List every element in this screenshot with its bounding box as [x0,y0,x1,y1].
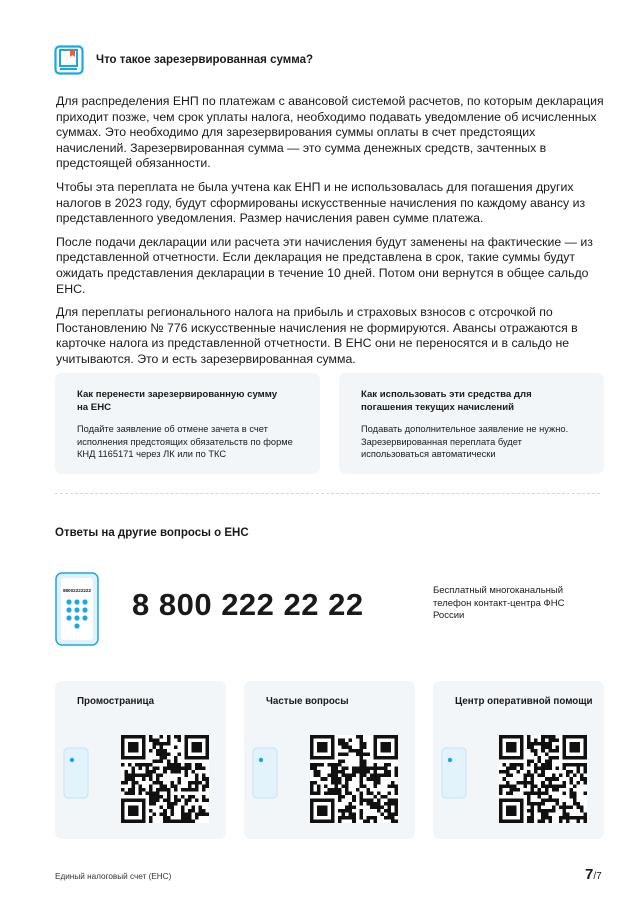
card-title: Как использовать эти средства для погашения текущих начислений [361,389,532,413]
phone-outline-icon [63,747,89,799]
phone-number[interactable]: 8 800 222 22 22 [132,587,364,622]
section-title: Что такое зарезервированная сумма? [96,54,314,66]
phone-outline-icon [252,747,278,799]
page-number [585,866,602,883]
qr-card-help-center[interactable] [433,681,604,839]
phone-description: Бесплатный многоканальный телефон контакт-центра ФНС России [433,585,565,622]
footer-text: Единый налоговый счет (ЕНС) [55,872,172,881]
qr-card-title: Частые вопросы [266,696,349,707]
qr-card-promo[interactable] [55,681,226,839]
qr-card-faq[interactable] [244,681,415,839]
qr-code [499,735,587,823]
paragraph: Для переплаты регионального налога на прибыль и страховых взносов с отсрочкой по Постановлению № 776 искусственные начисления не формируются. Авансы отражаются в карточке налога из представленной отчетности. В ЕНС они не переносятся и в сальдо не учитываются. Это и есть зарезервированная сумма. [56,305,578,366]
phone-screen-number: 88002222222 [62,588,92,593]
book-icon [54,45,84,75]
page-total: /7 [593,871,602,882]
other-questions-title: Ответы на другие вопросы о ЕНС [55,527,249,539]
body-text [56,94,608,376]
info-card-use-funds [339,373,604,474]
card-body: Подайте заявление об отмене зачета в счет исполнения предстоящих обязательств по форме КНД 1165171 через ЛК или по ТКС [77,424,293,460]
page-current: 7 [585,866,594,883]
info-card-transfer [55,373,320,474]
card-body: Подавать дополнительное заявление не нужно. Зарезервированная переплата будет использоваться автоматически [361,424,569,460]
divider [55,493,600,494]
qr-card-title: Центр оперативной помощи [455,696,593,707]
paragraph: После подачи декларации или расчета эти начисления будут заменены на фактические — из представленной отчетности. Если декларация не представлена в срок, такие суммы будут ожидать представления декларации в течение 10 дней. Потом они вернутся в общее сальдо ЕНС. [56,234,593,296]
qr-code [310,735,398,823]
qr-card-title: Промостраница [77,696,155,707]
card-title: Как перенести зарезервированную сумму на ЕНС [77,389,278,413]
qr-code [121,735,209,823]
paragraph: Чтобы эта переплата не была учтена как ЕНП и не использовалась для погашения других налогов в 2023 году, будут сформированы искусственные начисления по каждому авансу из представленного уведомления. Размер начисления равен сумме платежа. [56,179,586,226]
phone-outline-icon [441,747,467,799]
paragraph: Для распределения ЕНП по платежам с авансовой системой расчетов, по которым декларация приходит позже, чем срок уплаты налога, необходимо подавать уведомление об исчисленных суммах. Это необходимо для зарезервирования суммы оплаты в счет предстоящих начислений. Зарезервированная сумма — это сумма денежных средств, зачтенных в предстоящей обязанности. [56,94,604,171]
phone-icon [55,572,99,646]
